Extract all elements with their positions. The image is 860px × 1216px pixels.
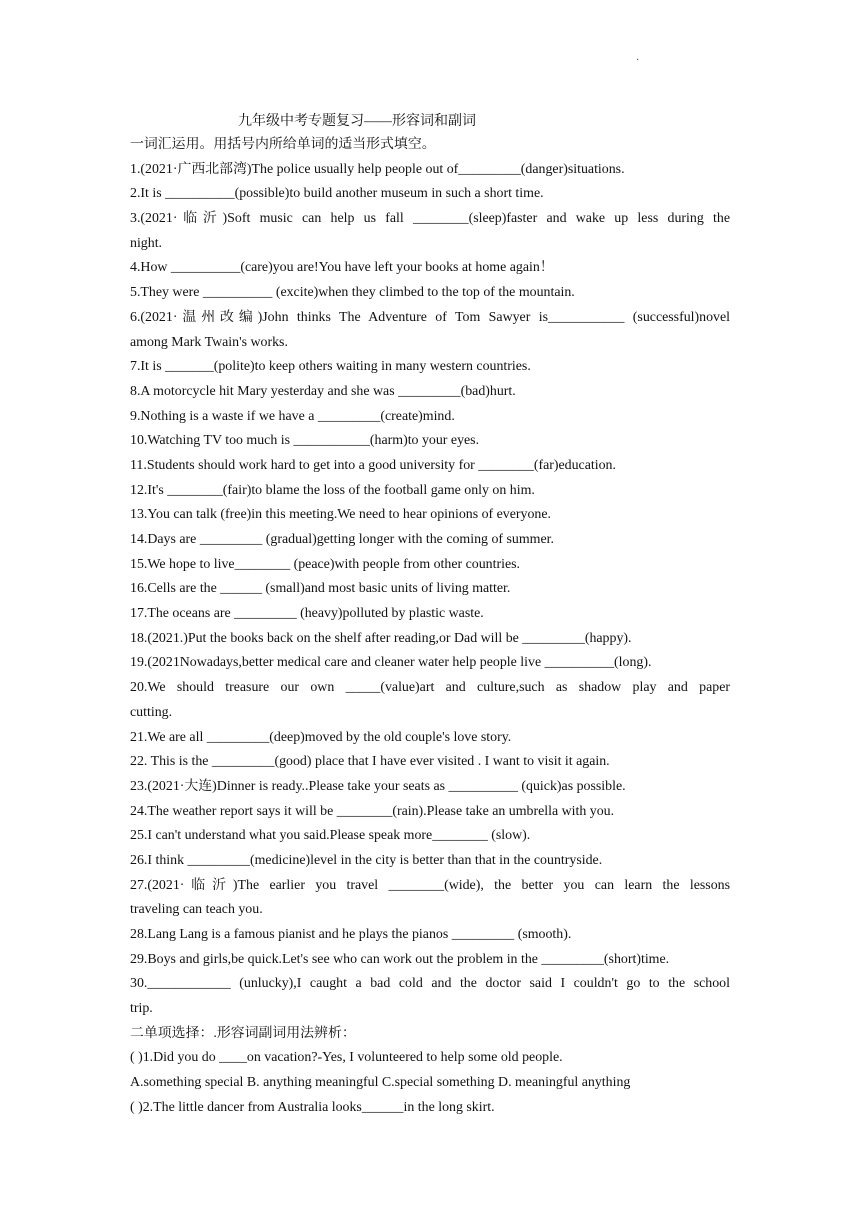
text-line: 22. This is the _________(good) place that I have ever visited . I want to visit it again. <box>130 754 610 770</box>
text-line: 9.Nothing is a waste if we have a _________(create)mind. <box>130 408 455 424</box>
text-line: traveling can teach you. <box>130 902 263 918</box>
text-line: night. <box>130 235 163 251</box>
text-line: 19.(2021Nowadays,better medical care and cleaner water help people live __________(long). <box>130 655 652 671</box>
text-line: A.something special B. anything meaningful C.special something D. meaningful anything <box>130 1075 631 1091</box>
text-line: ( )1.Did you do ____on vacation?-Yes, I volunteered to help some old people. <box>130 1050 563 1066</box>
text-line: 29.Boys and girls,be quick.Let's see who can work out the problem in the _________(short)time. <box>130 951 670 967</box>
text-line: 一词汇运用。用括号内所给单词的适当形式填空。 <box>130 137 436 152</box>
text-line: 27.(2021·临沂)The earlier you travel ________(wide), the better you can learn the lessons <box>130 877 730 893</box>
text-line: 15.We hope to live________ (peace)with people from other countries. <box>130 556 521 572</box>
text-line: ( )2.The little dancer from Australia looks______in the long skirt. <box>130 1099 495 1115</box>
worksheet-body <box>130 133 730 1121</box>
text-line: 2.It is __________(possible)to build another museum in such a short time. <box>130 186 544 202</box>
text-line: 5.They were __________ (excite)when they climbed to the top of the mountain. <box>130 285 575 301</box>
text-line: 30.____________ (unlucky),I caught a bad cold and the doctor said I couldn't go to the school <box>130 976 730 992</box>
text-line: among Mark Twain's works. <box>130 334 288 350</box>
text-line: 11.Students should work hard to get into a good university for ________(far)education. <box>130 457 616 473</box>
text-line: 4.How __________(care)you are!You have left your books at home again！ <box>130 260 554 276</box>
text-line: 13.You can talk (free)in this meeting.We need to hear opinions of everyone. <box>130 507 552 523</box>
text-line: 3.(2021·临沂)Soft music can help us fall ________(sleep)faster and wake up less during the <box>130 211 730 227</box>
text-line: 23.(2021·大连)Dinner is ready..Please take your seats as __________ (quick)as possible. <box>130 778 626 794</box>
text-line: trip. <box>130 1001 153 1017</box>
text-line: 20.We should treasure our own _____(value)art and culture,such as shadow play and paper <box>130 680 730 696</box>
text-line: 7.It is _______(polite)to keep others waiting in many western countries. <box>130 359 531 375</box>
text-line: 24.The weather report says it will be ________(rain).Please take an umbrella with you. <box>130 803 615 819</box>
text-line: 8.A motorcycle hit Mary yesterday and she was _________(bad)hurt. <box>130 383 516 399</box>
text-line: 26.I think _________(medicine)level in the city is better than that in the countryside. <box>130 852 603 868</box>
text-line: 28.Lang Lang is a famous pianist and he plays the pianos _________ (smooth). <box>130 927 572 942</box>
text-line: 12.It's ________(fair)to blame the loss of the football game only on him. <box>130 482 535 498</box>
text-line: cutting. <box>130 704 173 720</box>
text-line: 10.Watching TV too much is ___________(harm)to your eyes. <box>130 433 480 449</box>
text-line: 6.(2021·温州改编)John thinks The Adventure of Tom Sawyer is___________ (successful)novel <box>130 309 730 325</box>
text-line: 18.(2021.)Put the books back on the shelf after reading,or Dad will be _________(happy). <box>130 630 632 646</box>
header-dot: · <box>636 55 640 66</box>
text-line: 17.The oceans are _________ (heavy)polluted by plastic waste. <box>130 606 484 622</box>
text-line: 16.Cells are the ______ (small)and most basic units of living matter. <box>130 581 511 597</box>
text-line: 25.I can't understand what you said.Please speak more________ (slow). <box>130 828 531 844</box>
text-line: 1.(2021·广西北部湾)The police usually help people out of_________(danger)situations. <box>130 161 625 177</box>
text-line: 14.Days are _________ (gradual)getting longer with the coming of summer. <box>130 532 554 547</box>
text-line: 21.We are all _________(deep)moved by the old couple's love story. <box>130 729 512 745</box>
text-line: 二单项选择：.形容词副词用法辨析： <box>130 1025 356 1041</box>
page-title: 九年级中考专题复习——形容词和副词 <box>238 114 476 129</box>
